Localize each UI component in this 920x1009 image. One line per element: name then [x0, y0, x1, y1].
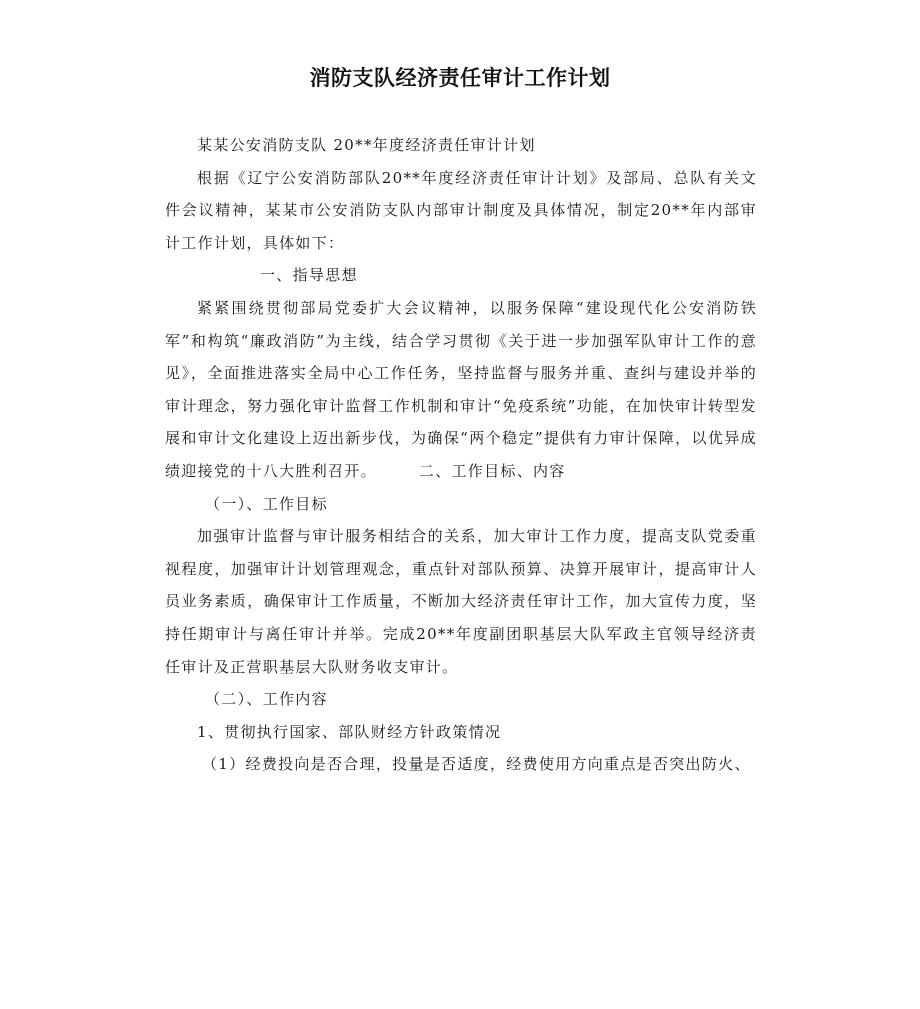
document-title: 消防支队经济责任审计工作计划: [309, 66, 611, 90]
section1-paragraph: [165, 292, 757, 488]
sub1-heading: （一）、工作目标: [205, 494, 328, 513]
intro-paragraph: 根据《辽宁公安消防部队20**年度经济责任审计计划》及部局、总队有关文件会议精神，某某市公安消防支队内部审计制度及具体情况，制定20**年内部审计工作计划，具体如下：: [165, 168, 757, 252]
section1-body: 紧紧围绕贯彻部局党委扩大会议精神，以服务保障“建设现代化公安消防铁军”和构筑“廉政消防”为主线，结合学习贯彻《关于进一步加强军队审计工作的意见》，全面推进落实全局中心工作任务，坚持监督与服务并重、查纠与建设并举的审计理念，努力强化审计监督工作机制和审计“免疫系统”功能，在加快审计转型发展和审计文化建设上迈出新步伐，为确保“两个稳定”提供有力审计保障，以优异成绩迎接党的十八大胜利召开。: [165, 298, 757, 480]
sub2-heading: （二）、工作内容: [205, 690, 328, 709]
section2-heading: 二、工作目标、内容: [418, 461, 566, 480]
sub1-paragraph: 加强审计监督与审计服务相结合的关系，加大审计工作力度，提高支队党委重视程度，加强审计计划管理观念，重点针对部队预算、决算开展审计，提高审计人员业务素质，确保审计工作质量，不断加大经济责任审计工作，加大宣传力度，坚持任期审计与离任审计并举。完成20**年度副团职基层大队军政主官领导经济责任审计及正营职基层大队财务收支审计。: [165, 527, 757, 676]
item1-sub1: （1）经费投向是否合理，投量是否适度，经费使用方向重点是否突出防火、: [202, 755, 751, 774]
section1-heading: 一、指导思想: [260, 266, 358, 285]
plan-subtitle-line: 某某公安消防支队 20**年度经济责任审计计划: [197, 136, 536, 154]
document-body: [165, 129, 757, 781]
item1-heading: 1、贯彻执行国家、部队财经方针政策情况: [197, 722, 502, 741]
